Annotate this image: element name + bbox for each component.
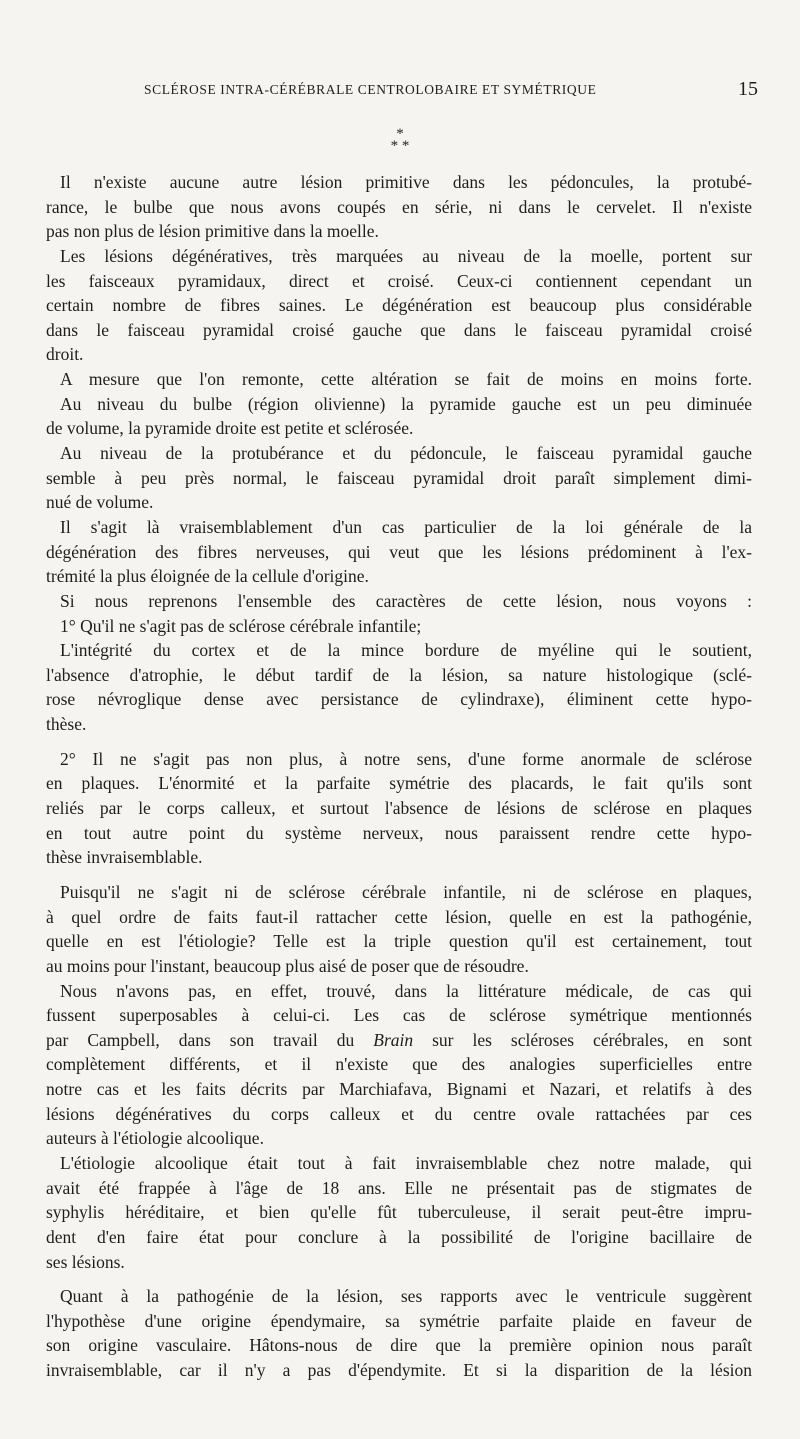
text-line: pas non plus de lésion primitive dans la moelle.: [46, 221, 379, 242]
paragraph-gap: [46, 1274, 752, 1284]
text-line: 1° Qu'il ne s'agit pas de sclérose cérébrale infantile;: [60, 615, 422, 636]
text-line: complètement différents, et il n'existe que des analogies superficielles entre: [46, 1054, 752, 1075]
asterism-bottom: * *: [390, 138, 410, 154]
text-line: fussent superposables à celui-ci. Les cas de sclérose symétrique mentionnés: [46, 1005, 752, 1026]
text-line: de volume, la pyramide droite est petite et sclérosée.: [46, 418, 414, 439]
text-line: les faisceaux pyramidaux, direct et croisé. Ceux-ci contiennent cependant un: [46, 270, 752, 291]
section-asterism: [0, 128, 800, 152]
paragraph-gap: [46, 737, 752, 747]
text-line: dans le faisceau pyramidal croisé gauche que dans le faisceau pyramidal croisé: [46, 319, 752, 340]
journal-title: Brain: [373, 1029, 414, 1050]
text-line: Les lésions dégénératives, très marquées au niveau de la moelle, portent sur: [60, 245, 752, 266]
text-line: rose névroglique dense avec persistance de cylindraxe), éliminent cette hypo-: [46, 689, 752, 710]
text-line: semble à peu près normal, le faisceau pyramidal droit paraît simplement dimi-: [46, 467, 752, 488]
text-line: par Campbell, dans son travail du Brain sur les scléroses cérébrales, en sont: [46, 1029, 752, 1050]
text-line: L'intégrité du cortex et de la mince bordure de myéline qui le soutient,: [60, 640, 752, 661]
text-line: lésions dégénératives du corps calleux et du centre ovale rattachées par ces: [46, 1103, 752, 1124]
text-line: en tout autre point du système nerveux, nous paraissent rendre cette hypo-: [46, 822, 752, 843]
body-text: [46, 170, 752, 1383]
text-line: reliés par le corps calleux, et surtout l'absence de lésions de sclérose en plaques: [46, 798, 752, 819]
text-line: droit.: [46, 344, 84, 365]
text-line: thèse invraisemblable.: [46, 847, 203, 868]
text-line: Au niveau de la protubérance et du pédoncule, le faisceau pyramidal gauche: [60, 443, 752, 464]
text-line: invraisemblable, car il n'y a pas d'épendymite. Et si la disparition de la lésion: [46, 1360, 752, 1381]
text-line: notre cas et les faits décrits par Marchiafava, Bignami et Nazari, et relatifs à des: [46, 1079, 752, 1100]
text-line: à quel ordre de faits faut-il rattacher cette lésion, quelle en est la pathogénie,: [46, 906, 752, 927]
text-line: Au niveau du bulbe (région olivienne) la pyramide gauche est un peu diminuée: [60, 393, 752, 414]
text-line: Quant à la pathogénie de la lésion, ses rapports avec le ventricule suggèrent: [60, 1286, 752, 1307]
text-line: avait été frappée à l'âge de 18 ans. Elle ne présentait pas de stigmates de: [46, 1177, 752, 1198]
text-line: Il s'agit là vraisemblablement d'un cas particulier de la loi générale de la: [60, 516, 752, 537]
text-line: 2° Il ne s'agit pas non plus, à notre sens, d'une forme anormale de sclérose: [60, 748, 752, 769]
text-line: son origine vasculaire. Hâtons-nous de dire que la première opinion nous paraît: [46, 1335, 752, 1356]
page-number: 15: [738, 78, 758, 100]
text-line: Puisqu'il ne s'agit ni de sclérose cérébrale infantile, ni de sclérose en plaques,: [60, 881, 752, 902]
text-line: nué de volume.: [46, 492, 154, 513]
text-line: l'hypothèse d'une origine épendymaire, sa symétrie parfaite plaide en faveur de: [46, 1310, 752, 1331]
text-line: auteurs à l'étiologie alcoolique.: [46, 1128, 264, 1149]
page-header: [60, 78, 758, 104]
text-line: A mesure que l'on remonte, cette altération se fait de moins en moins forte.: [60, 369, 752, 390]
running-title: SCLÉROSE INTRA-CÉRÉBRALE CENTROLOBAIRE ET SYMÉTRIQUE: [144, 82, 597, 97]
text-line: dégénération des fibres nerveuses, qui veut que les lésions prédominent à l'ex-: [46, 541, 752, 562]
text-line: dent d'en faire état pour conclure à la possibilité de l'origine bacillaire de: [46, 1226, 752, 1247]
text-line: quelle en est l'étiologie? Telle est la triple question qu'il est certainement, tout: [46, 931, 752, 952]
asterism-top: *: [396, 126, 404, 142]
text-line: en plaques. L'énormité et la parfaite symétrie des placards, le fait qu'ils sont: [46, 773, 752, 794]
text-line: certain nombre de fibres saines. Le dégénération est beaucoup plus considérable: [46, 295, 752, 316]
text-line: rance, le bulbe que nous avons coupés en série, ni dans le cervelet. Il n'existe: [46, 196, 752, 217]
text-line: Nous n'avons pas, en effet, trouvé, dans la littérature médicale, de cas qui: [60, 980, 752, 1001]
text-line: Si nous reprenons l'ensemble des caractères de cette lésion, nous voyons :: [60, 590, 752, 611]
text-line: au moins pour l'instant, beaucoup plus aisé de poser que de résoudre.: [46, 955, 529, 976]
text-line: thèse.: [46, 714, 87, 735]
paragraph-gap: [46, 870, 752, 880]
text-line: Il n'existe aucune autre lésion primitive dans les pédoncules, la protubé-: [60, 172, 752, 192]
text-line: L'étiologie alcoolique était tout à fait invraisemblable chez notre malade, qui: [60, 1152, 752, 1173]
text-line: l'absence d'atrophie, le début tardif de la lésion, sa nature histologique (sclé-: [46, 664, 752, 685]
text-line: ses lésions.: [46, 1251, 125, 1272]
text-line: syphylis héréditaire, et bien qu'elle fût tuberculeuse, il serait peut-être impru-: [46, 1202, 752, 1223]
text-line: trémité la plus éloignée de la cellule d'origine.: [46, 566, 369, 587]
